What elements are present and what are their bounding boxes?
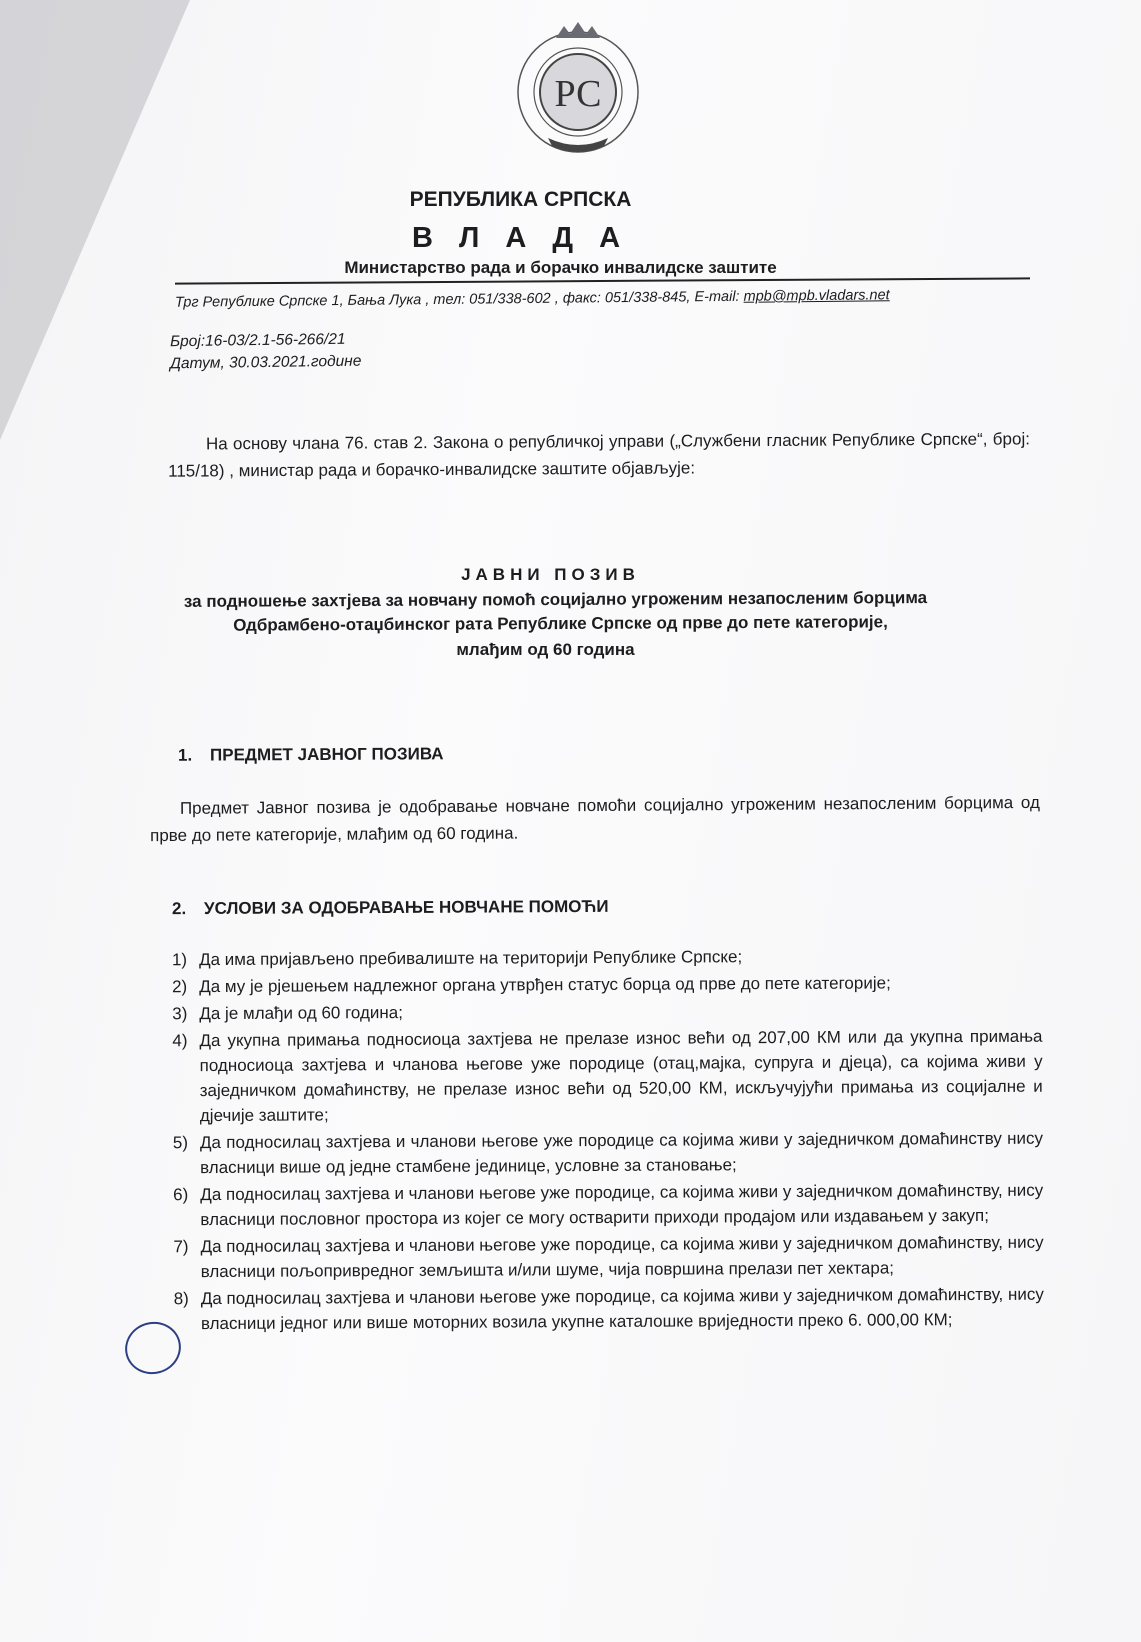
list-item — [148, 1230, 1043, 1285]
list-item — [149, 1282, 1044, 1337]
list-item-number: 2) — [172, 977, 188, 997]
notice-title: ЈАВНИ ПОЗИВ — [461, 565, 640, 584]
list-item-text: Да подносилац захтјева и чланови његове уже породице са којима живи у заједничком домаћинству нису власници више од једне стамбене јединице, условне за становање; — [199, 1128, 1044, 1178]
email-link[interactable]: mpb@mpb.vladars.net — [743, 287, 890, 305]
coat-of-arms-icon — [508, 20, 648, 160]
list-item-text: Да је млађи од 60 година; — [199, 1003, 404, 1024]
section-1-heading — [178, 744, 444, 765]
conditions-list — [147, 943, 1044, 1339]
list-item-number: 5) — [172, 1133, 189, 1153]
address-text: Трг Републике Српске 1, Бања Лука , тел: 051/338-602 , факс: 051/338-845, E-mail: — [174, 288, 744, 311]
list-item-number: 8) — [173, 1289, 189, 1309]
list-item-text: Да му је рјешењем надлежног органа утврђен статус борца од прве до пете категорије; — [199, 973, 891, 997]
section-2-title: УСЛОВИ ЗА ОДОБРАВАЊЕ НОВЧАНЕ ПОМОЋИ — [203, 896, 609, 918]
list-item-text: Да подносилац захтјева и чланови његове уже породице, са којима живи у заједничком домаћинству, нису власници пословног простора из којег се могу остварити приходи продајом или издавањем у закуп; — [200, 1180, 1044, 1230]
list-item — [148, 1178, 1043, 1233]
list-item-text: Да подносилац захтјева и чланови његове уже породице, са којима живи у заједничком домаћинству, нису власници једног или више моторних возила укупне каталошке вриједности преко 6. 000,00 КМ; — [200, 1284, 1044, 1334]
document-date: Датум, 30.03.2021.године — [169, 352, 362, 373]
notice-subtitle-line-2: Одбрамбено-отаџбинског рата Републике Српске од прве до пете категорије, — [233, 612, 888, 635]
section-1-body: Предмет Јавног позива је одобравање новчане помоћи социјално угроженим незапосленим борцима од прве до пете категорије, млађим од 60 година. — [150, 792, 1040, 846]
section-1-title: ПРЕДМЕТ ЈАВНОГ ПОЗИВА — [209, 744, 444, 765]
list-item-text: Да подносилац захтјева и чланови његове уже породице, са којима живи у заједничком домаћинству, нису власници пољопривредног земљишта и/или шуме, чија површина прелази пет хектара; — [200, 1232, 1044, 1282]
government-title: В Л А Д А — [411, 222, 630, 254]
list-item-number: 3) — [172, 1004, 188, 1024]
svg-text:РС: РС — [554, 73, 602, 115]
list-item — [147, 970, 1042, 1000]
list-item — [148, 1126, 1043, 1181]
list-item-text: Да укупна примања подносиоца захтјева не прелазе износ већи од 207,00 КМ или да укупна примања подносиоца захтјева и чланова његове уже породице (отац,мајка, супруга и дјеца), са којима живи у заједничком домаћинству, не прелазе износ већи од 520,00 КМ, искључујући примања из социјалне и дјечије заштите; — [199, 1026, 1043, 1126]
ministry-title: Министарство рада и борачко инвалидске заштите — [344, 258, 777, 277]
notice-subtitle-line-3: млађим од 60 година — [456, 640, 635, 659]
notice-subtitle-line-1: за подношење захтјева за новчану помоћ социјално угроженим незапосленим борцима — [183, 588, 928, 611]
list-item-number: 7) — [173, 1237, 189, 1257]
republic-title: РЕПУБЛИКА СРПСКА — [409, 188, 632, 211]
address-line — [175, 287, 890, 310]
list-item — [147, 997, 1042, 1027]
list-item-text: Да има пријављено пребивалиште на територији Републике Српске; — [198, 947, 743, 970]
document-number: Број:16-03/2.1-56-266/21 — [169, 330, 346, 351]
list-item-number: 1) — [171, 950, 188, 970]
section-1-number: 1. — [177, 745, 193, 765]
intro-paragraph: На основу члана 76. став 2. Закона о републичкој управи („Службени гласник Републике Српске“, број: 115/18) , министар рада и борачко-инвалидске заштите објављује: — [168, 429, 1030, 481]
section-2-heading — [172, 897, 609, 919]
folded-corner-shadow — [0, 0, 190, 440]
list-item — [147, 1024, 1043, 1129]
list-item-number: 6) — [173, 1185, 189, 1205]
list-item — [147, 943, 1042, 973]
list-item-number: 4) — [172, 1031, 188, 1051]
section-2-number: 2. — [171, 899, 187, 919]
header-divider — [175, 277, 1030, 284]
